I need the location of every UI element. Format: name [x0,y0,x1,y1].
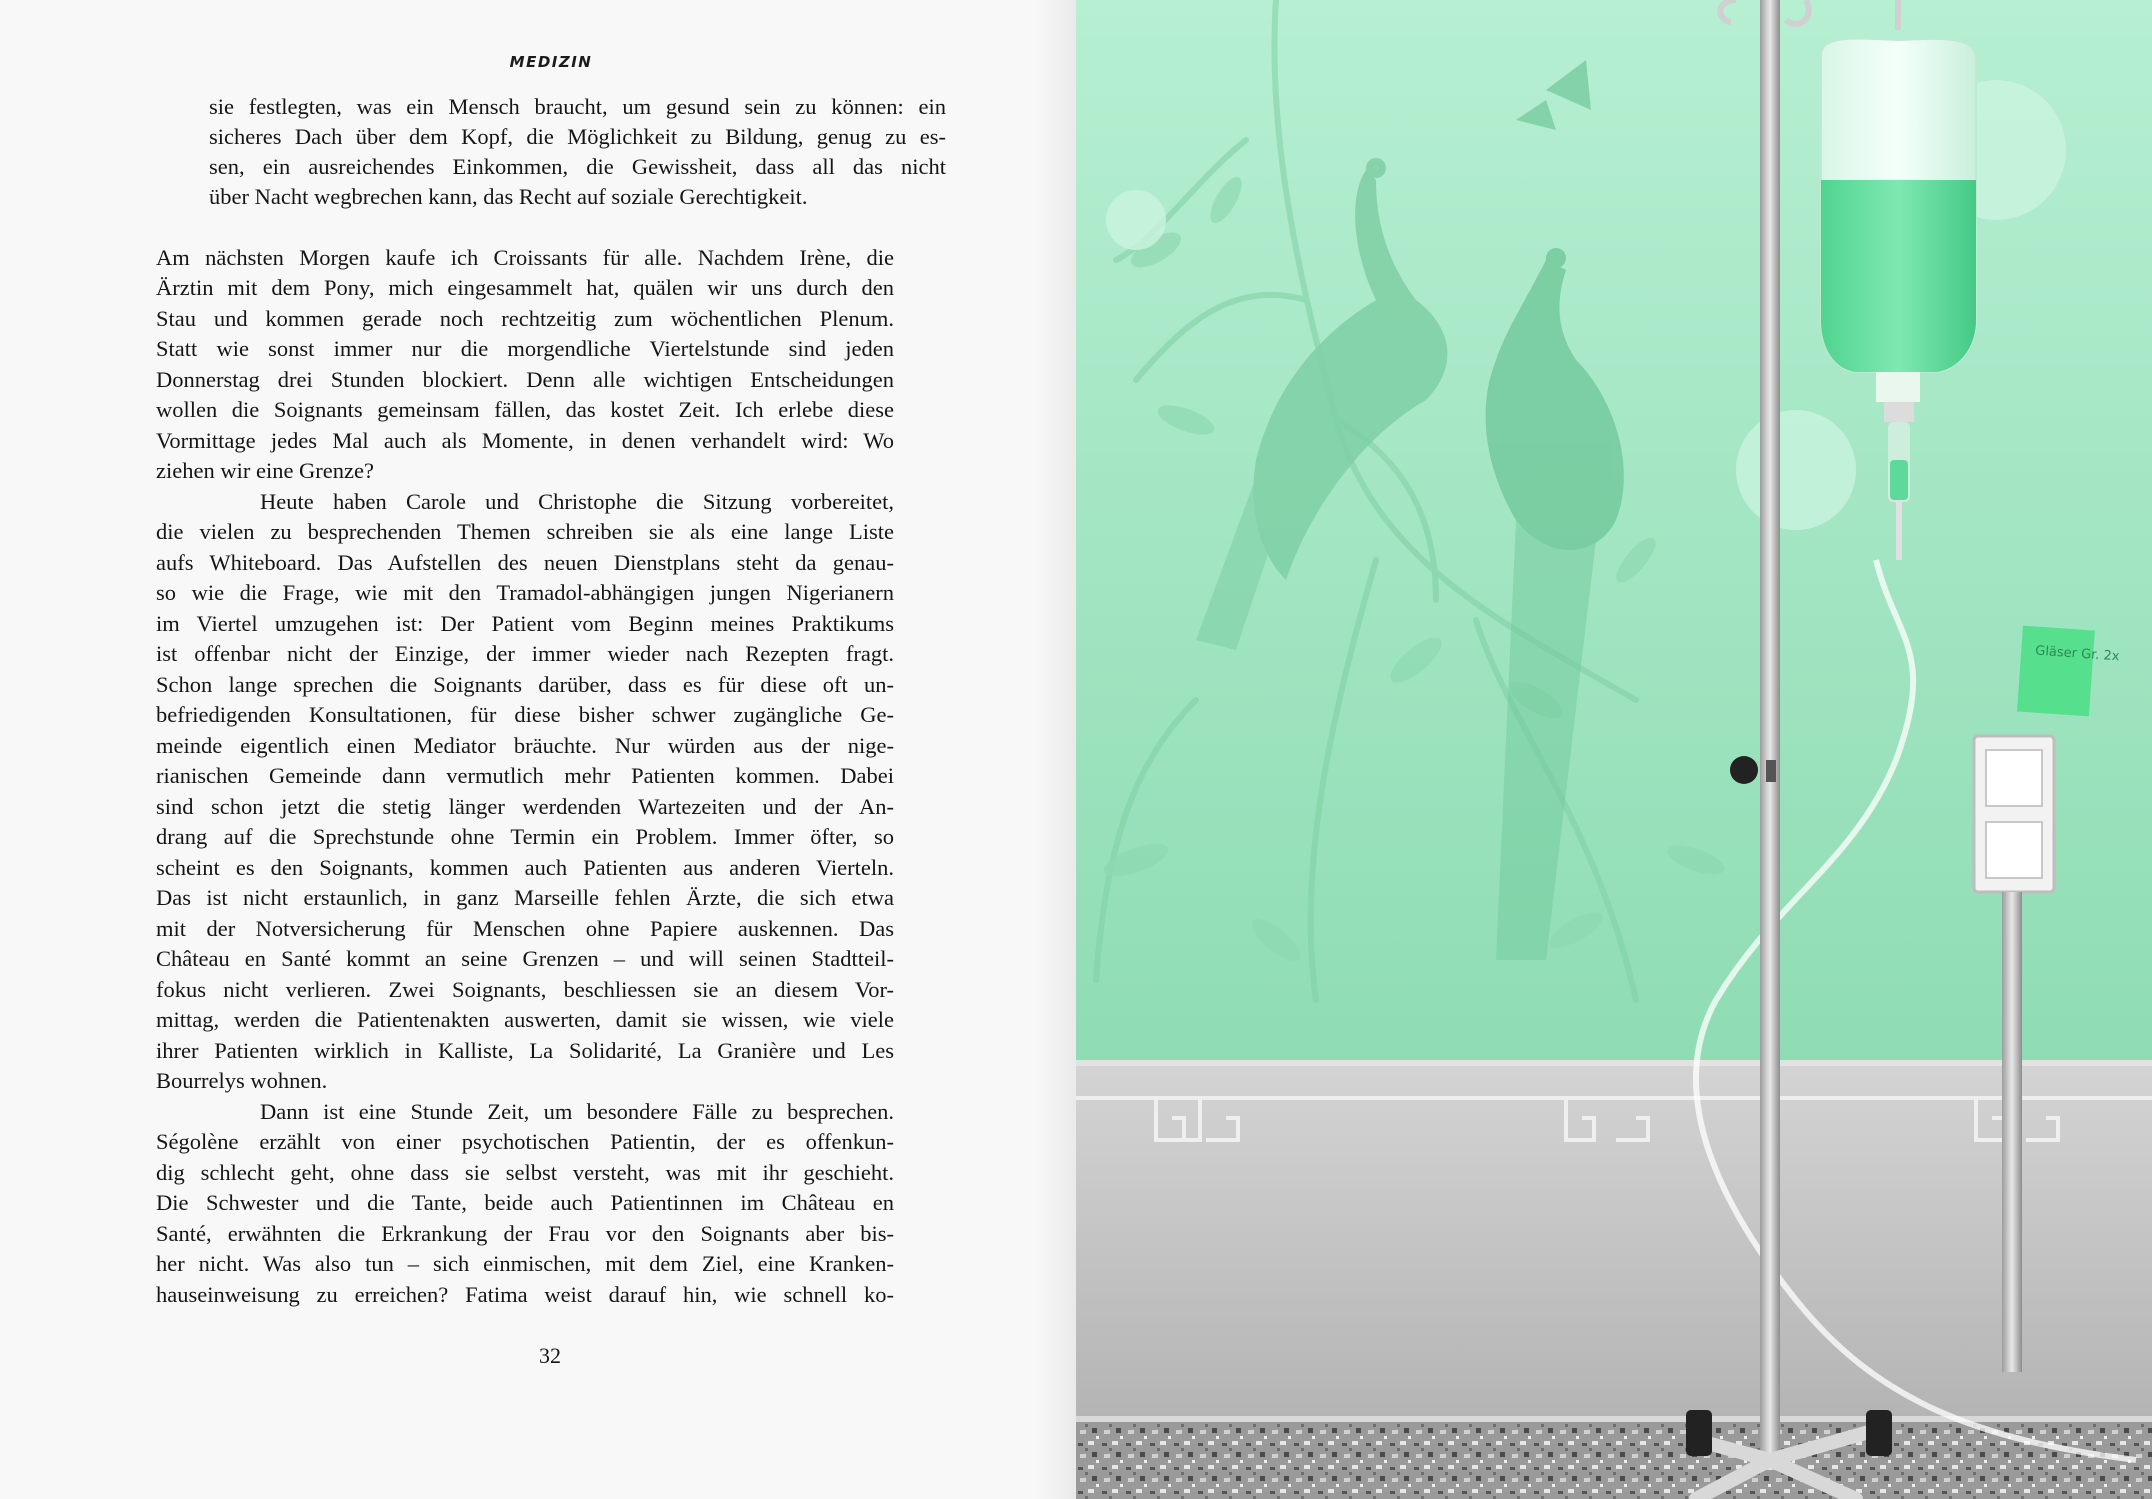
body-line: Santé, erwähnten die Erkrankung der Frau vor den Soignants aber bis- [156,1221,894,1246]
body-line: im Viertel umzugehen ist: Der Patient vom Beginn meines Praktikums [156,611,894,636]
body-line: her nicht. Was also tun – sich einmischen, mit dem Ziel, eine Kranken- [156,1251,894,1276]
chair-rail [1076,1060,2152,1066]
body-line: drang auf die Sprechstunde ohne Termin ein Problem. Immer öfter, so [156,824,894,849]
body-line: mit der Notversicherung für Menschen ohne Papiere auskennen. Das [156,916,894,941]
body-line: hauseinweisung zu erreichen? Fatima weist darauf hin, wie schnell ko- [156,1282,894,1307]
wainscot [1076,1060,2152,1420]
body-line: fokus nicht verlieren. Zwei Soignants, beschliessen sie an diesem Vor- [156,977,894,1002]
body-line: ziehen wir eine Grenze? [156,458,374,483]
running-head: MEDIZIN [509,53,593,71]
body-line: scheint es den Soignants, kommen auch Patienten aus anderen Vierteln. [156,855,894,880]
page-number: 32 [539,1343,561,1368]
body-line: befriedigenden Konsultationen, für diese bisher schwer zugängliche Ge- [156,702,894,727]
iv-liquid [1821,180,1976,372]
body-line: Am nächsten Morgen kaufe ich Croissants für alle. Nachdem Irène, die [156,245,894,270]
quote-line: sicheres Dach über dem Kopf, die Möglichkeit zu Bildung, genug zu es- [209,124,946,149]
body-line: Schon lange sprechen die Soignants darüber, dass es für diese oft un- [156,672,894,697]
quote-line: sie festlegten, was ein Mensch braucht, um gesund sein zu können: ein [209,94,946,119]
body-line: Château en Santé kommt an seine Grenzen – und will seinen Stadtteil- [156,946,894,971]
body-line: ist offenbar nicht der Einzige, der immer wieder nach Rezepten fragt. [156,641,894,666]
body-line: sind schon jetzt die stetig länger werdenden Wartezeiten und der An- [156,794,894,819]
quote-line: sen, ein ausreichendes Einkommen, die Gewissheit, dass all das nicht [209,154,946,179]
right-page-illustration [1076,0,2152,1499]
iv-drip-illustration [1076,0,2152,1499]
body-line: Stau und kommen gerade noch rechtzeitig zum wöchentlichen Plenum. [156,306,894,331]
body-line: Statt wie sonst immer nur die morgendliche Viertelstunde sind jeden [156,336,894,361]
floor-edge [1076,1416,2152,1422]
body-line: meinde eigentlich einen Mediator bräuchte. Nur würden aus der nige- [156,733,894,758]
body-line: Donnerstag drei Stunden blockiert. Denn alle wichtigen Entscheidungen [156,367,894,392]
body-line: Dann ist eine Stunde Zeit, um besondere Fälle zu besprechen. [260,1099,894,1124]
body-line: mittag, werden die Patientenakten auswerten, damit sie wissen, wie viele [156,1007,894,1032]
quote-line: über Nacht wegbrechen kann, das Recht auf soziale Gerechtigkeit. [209,184,808,209]
body-line: die vielen zu besprechenden Themen schreiben sie als eine lange Liste [156,519,894,544]
body-line: Die Schwester und die Tante, beide auch Patientinnen im Château en [156,1190,894,1215]
body-line: ihrer Patienten wirklich in Kalliste, La Solidarité, La Granière und Les [156,1038,894,1063]
body-line: Vormittage jedes Mal auch als Momente, in denen verhandelt wird: Wo [156,428,894,453]
body-line: so wie die Frage, wie mit den Tramadol-abhängigen jungen Nigerianern [156,580,894,605]
body-line: Ségolène erzählt von einer psychotischen Patientin, der es offenkun- [156,1129,894,1154]
body-line: rianischen Gemeinde dann vermutlich mehr Patienten kommen. Dabei [156,763,894,788]
body-line: wollen die Soignants gemeinsam fällen, das kostet Zeit. Ich erlebe diese [156,397,894,422]
body-line: Das ist nicht erstaunlich, in ganz Marseille fehlen Ärzte, die sich etwa [156,885,894,910]
body-line: Heute haben Carole und Christophe die Sitzung vorbereitet, [260,489,894,514]
body-line: Bourrelys wohnen. [156,1068,328,1093]
sticky-note-text: Gläser Gr. 2x [2034,643,2120,665]
body-line: Ärztin mit dem Pony, mich eingesammelt hat, quälen wir uns durch den [156,275,894,300]
body-line: aufs Whiteboard. Das Aufstellen des neuen Dienstplans steht da genau- [156,550,894,575]
body-line: dig schlecht geht, ohne dass sie selbst versteht, was mit ihr geschieht. [156,1160,894,1185]
